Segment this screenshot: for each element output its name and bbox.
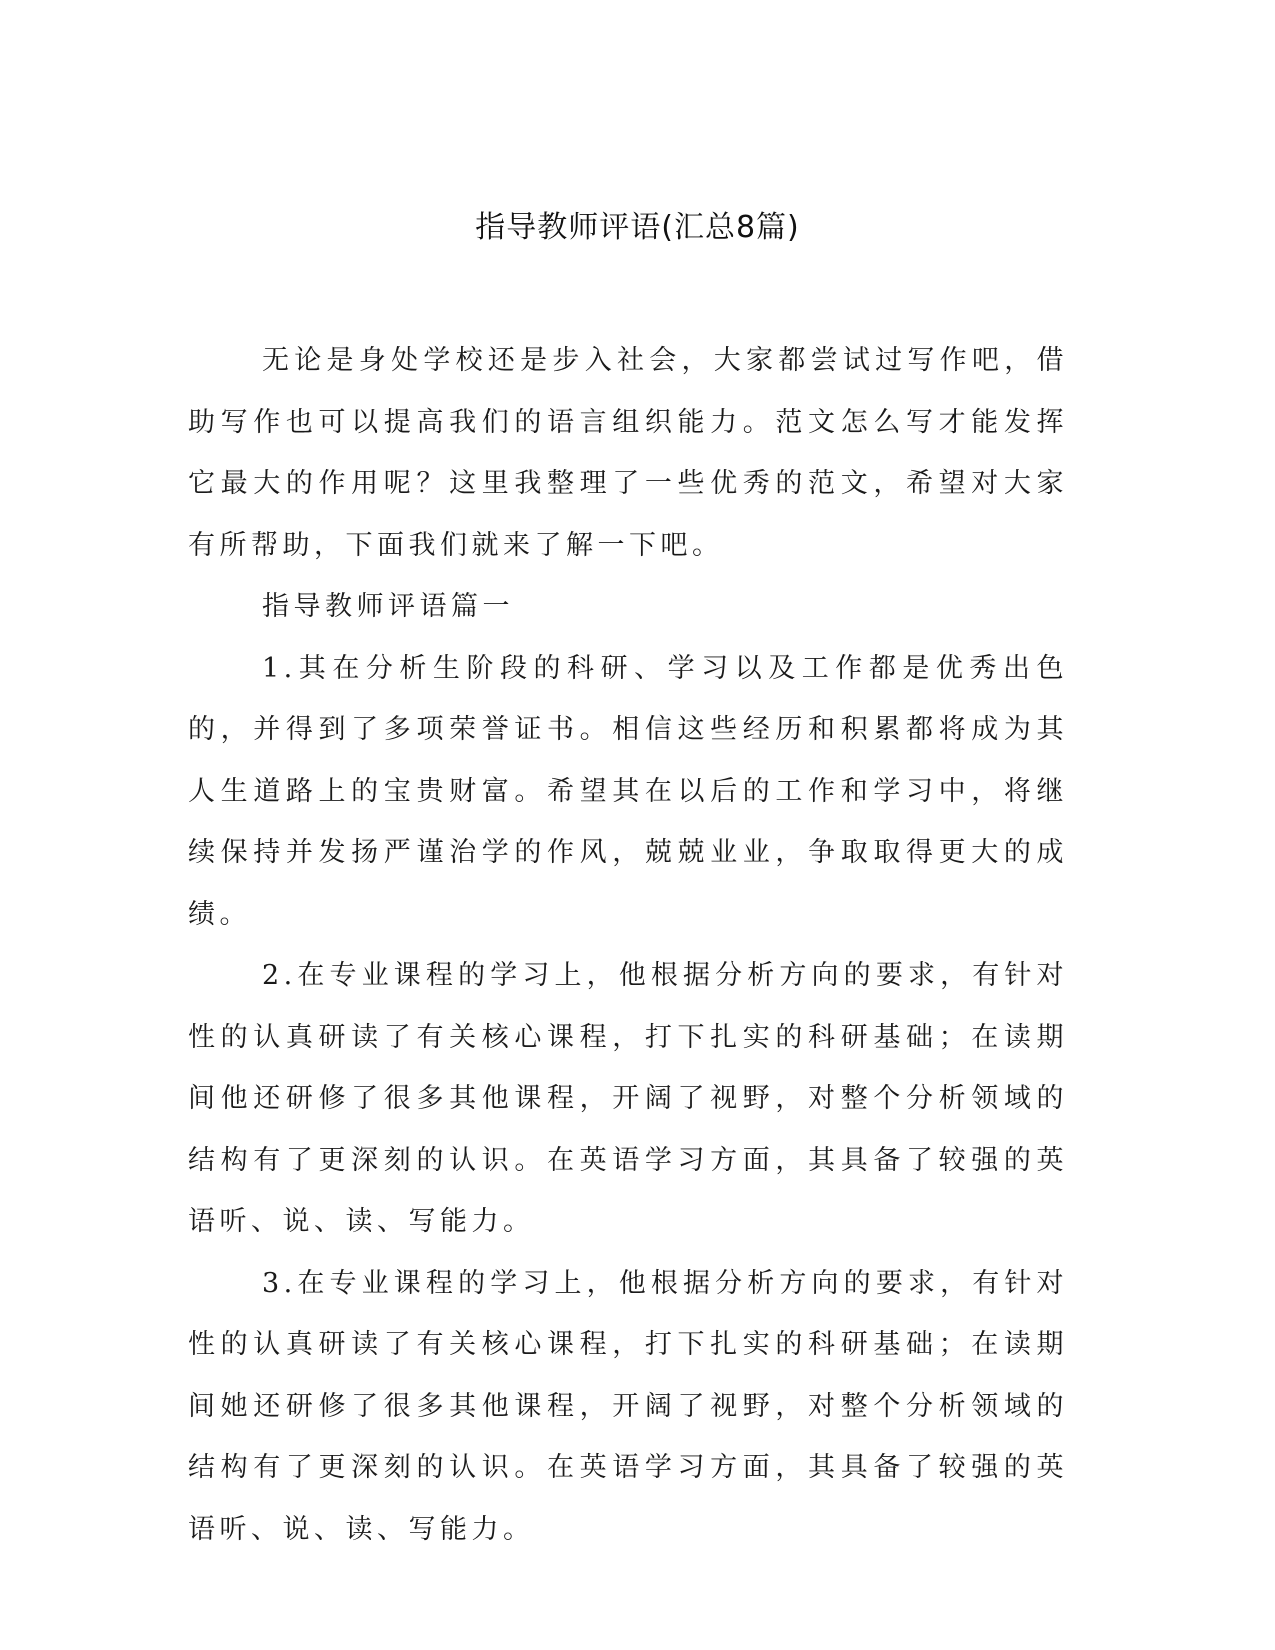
comment-paragraph-1: 1.其在分析生阶段的科研、学习以及工作都是优秀出色的，并得到了多项荣誉证书。相信这些经历和积累都将成为其人生道路上的宝贵财富。希望其在以后的工作和学习中，将继续保持并发扬严谨治学的作风，兢兢业业，争取取得更大的成绩。 bbox=[188, 652, 1068, 930]
comment-paragraph-3: 3.在专业课程的学习上，他根据分析方向的要求，有针对性的认真研读了有关核心课程，打下扎实的科研基础；在读期间她还研修了很多其他课程，开阔了视野，对整个分析领域的结构有了更深刻的认识。在英语学习方面，其具备了较强的英语听、说、读、写能力。 bbox=[188, 1267, 1068, 1545]
document-body bbox=[188, 330, 1068, 1560]
intro-paragraph: 无论是身处学校还是步入社会，大家都尝试过写作吧，借助写作也可以提高我们的语言组织能力。范文怎么写才能发挥它最大的作用呢？这里我整理了一些优秀的范文，希望对大家有所帮助，下面我们就来了解一下吧。 bbox=[188, 345, 1068, 561]
document-title: 指导教师评语(汇总8篇) bbox=[475, 210, 800, 245]
comment-paragraph-2: 2.在专业课程的学习上，他根据分析方向的要求，有针对性的认真研读了有关核心课程，打下扎实的科研基础；在读期间他还研修了很多其他课程，开阔了视野，对整个分析领域的结构有了更深刻的认识。在英语学习方面，其具备了较强的英语听、说、读、写能力。 bbox=[188, 960, 1068, 1237]
section-heading: 指导教师评语篇一 bbox=[262, 591, 514, 622]
